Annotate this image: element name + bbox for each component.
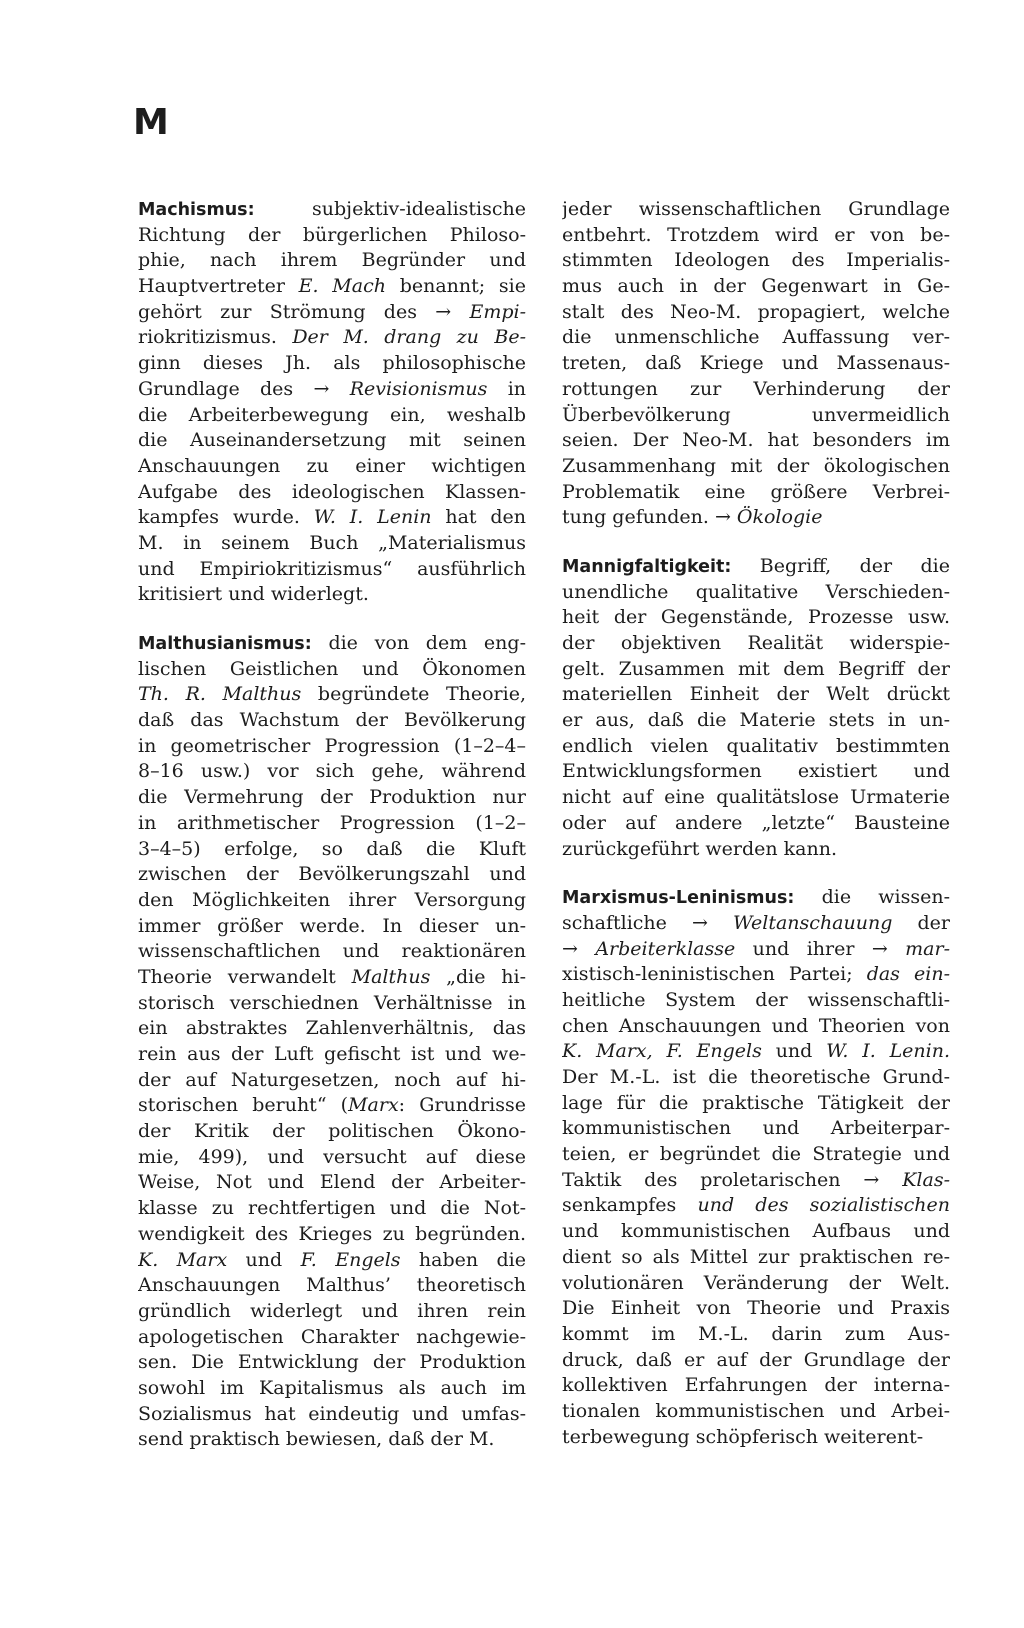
entry-text-line: sowohl im Kapitalismus als auch im: [138, 1376, 526, 1399]
entry-text-line: immer größer werde. In dieser un-: [138, 914, 526, 937]
entry-text-line: die Vermehrung der Produktion nur: [138, 786, 526, 809]
entry-text-line: schaftliche → Weltanschauung der: [562, 911, 950, 934]
entry-text-line: M. in seinem Buch „Materialismus: [138, 531, 526, 554]
entry-text-line: riokritizismus. Der M. drang zu Be-: [138, 326, 526, 349]
entry-text-line: seien. Der Neo-M. hat besonders im: [562, 429, 950, 452]
entry-text-line: und kommunistischen Aufbaus und: [562, 1220, 950, 1243]
entry-text-line: jeder wissenschaftlichen Grundlage: [562, 198, 950, 220]
section-letter: M: [133, 102, 170, 143]
entry-text-line: mie, 499), und versucht auf diese: [138, 1145, 526, 1168]
entry-text-line: Theorie verwandelt Malthus „die hi-: [138, 965, 526, 988]
entry-text-line: mus auch in der Gegenwart in Ge-: [562, 275, 950, 298]
entry-text-line: tung gefunden. → Ökologie: [562, 506, 823, 529]
entry-text-line: rein aus der Luft gefischt ist und we-: [138, 1043, 526, 1065]
entry-text-line: dient so als Mittel zur praktischen re-: [562, 1245, 950, 1268]
left-column: [138, 197, 526, 1453]
entry-text-line: Problematik eine größere Verbrei-: [562, 480, 950, 503]
entry-text-line: Anschauungen Malthus’ theoretisch: [138, 1274, 526, 1297]
entry-text-line: 8–16 usw.) vor sich gehe, während: [138, 760, 526, 783]
entry-text-line: wissenschaftlichen und reaktionären: [138, 940, 526, 963]
entry-text-line: wendigkeit des Krieges zu begründen.: [138, 1222, 526, 1245]
entry-text-line: → Arbeiterklasse und ihrer → mar-: [562, 937, 950, 960]
entry-text-line: lage für die praktische Tätigkeit der: [562, 1091, 950, 1114]
entry-text-line: Weise, Not und Elend der Arbeiter-: [138, 1171, 526, 1194]
entry-text-line: Zusammenhang mit der ökologischen: [562, 454, 950, 477]
dictionary-entry: [138, 631, 526, 1453]
entry-text-line: apologetischen Charakter nachgewie-: [138, 1325, 526, 1348]
entry-text-line: teien, er begründet die Strategie und: [562, 1143, 950, 1166]
entry-gap: [562, 531, 950, 554]
dictionary-entry: [138, 197, 526, 608]
entry-text-line: druck, daß er auf der Grundlage der: [562, 1348, 950, 1371]
entry-text-line: der auf Naturgesetzen, noch auf hi-: [138, 1068, 526, 1091]
entry-text-line: endlich vielen qualitativ bestimmten: [562, 734, 950, 757]
entry-text-line: storisch verschiednen Verhältnisse in: [138, 991, 526, 1014]
dictionary-entry: [562, 885, 950, 1450]
entry-text-line: den Möglichkeiten ihrer Versorgung: [138, 888, 526, 911]
entry-text-line: send praktisch bewiesen, daß der M.: [138, 1428, 495, 1451]
entry-text-line: materiellen Einheit der Welt drückt: [562, 683, 950, 706]
entry-text-line: Malthusianismus: die von dem eng-: [138, 632, 526, 654]
entry-text-line: in arithmetischer Progression (1–2–: [138, 811, 526, 834]
entry-text-line: Richtung der bürgerlichen Philoso-: [138, 223, 526, 246]
entry-text-line: lischen Geistlichen und Ökonomen: [138, 657, 526, 680]
entry-text-line: tionalen kommunistischen und Arbei-: [562, 1399, 950, 1422]
entry-text-line: Sozialismus hat eindeutig und umfas-: [138, 1402, 526, 1425]
entry-text-line: Entwicklungsformen existiert und: [562, 760, 950, 783]
entry-text-line: klasse zu rechtfertigen und die Not-: [138, 1197, 526, 1220]
entry-text-line: phie, nach ihrem Begründer und: [138, 249, 526, 272]
entry-gap: [562, 862, 950, 885]
entry-headword: Machismus:: [138, 200, 255, 220]
entry-text-line: kritisiert und widerlegt.: [138, 583, 369, 606]
entry-text-line: der objektiven Realität widerspie-: [562, 632, 950, 654]
entry-text-line: Der M.-L. ist die theoretische Grund-: [562, 1066, 950, 1088]
entry-text-line: der Kritik der politischen Ökono-: [138, 1120, 526, 1143]
entry-text-line: zurückgeführt werden kann.: [562, 837, 838, 860]
entry-text-line: heit der Gegenstände, Prozesse usw.: [562, 606, 950, 629]
entry-text-line: Überbevölkerung unvermeidlich: [562, 403, 950, 426]
entry-text-line: kampfes wurde. W. I. Lenin hat den: [138, 506, 526, 529]
entry-text-line: Grundlage des → Revisionismus in: [138, 377, 526, 400]
entry-text-line: und Empiriokritizismus“ ausführlich: [138, 557, 526, 580]
entry-text-line: gründlich widerlegt und ihren rein: [138, 1299, 526, 1322]
entry-text-line: rottungen zur Verhinderung der: [562, 377, 950, 400]
entry-text-line: kollektiven Erfahrungen der interna-: [562, 1374, 950, 1397]
entry-gap: [138, 608, 526, 631]
entry-text-line: kommunistischen und Arbeiterpar-: [562, 1117, 950, 1140]
entry-text-line: senkampfes und des sozialistischen: [562, 1194, 950, 1217]
entry-text-line: entbehrt. Trotzdem wird er von be-: [562, 223, 950, 246]
entry-text-line: Machismus: subjektiv-idealistische: [138, 198, 526, 220]
entry-text-line: Marxismus-Leninismus: die wissen-: [562, 886, 950, 909]
entry-text-line: gelt. Zusammen mit dem Begriff der: [562, 657, 950, 680]
right-column: [562, 197, 950, 1450]
entry-text-line: chen Anschauungen und Theorien von: [562, 1014, 950, 1037]
entry-text-line: sen. Die Entwicklung der Produktion: [138, 1351, 526, 1374]
entry-text-line: K. Marx, F. Engels und W. I. Lenin.: [562, 1040, 950, 1063]
entry-text-line: die unmenschliche Auffassung ver-: [562, 326, 950, 349]
entry-text-line: nicht auf eine qualitätslose Urmaterie: [562, 786, 950, 809]
entry-text-line: oder auf andere „letzte“ Bausteine: [562, 811, 950, 834]
entry-text-line: storischen beruht“ (Marx: Grundrisse: [138, 1094, 526, 1117]
entry-headword: Mannigfaltigkeit:: [562, 556, 732, 577]
entry-text-line: zwischen der Bevölkerungszahl und: [138, 863, 526, 886]
entry-text-line: er aus, daß die Materie stets in un-: [562, 709, 950, 732]
entry-text-line: stimmten Ideologen des Imperialis-: [562, 249, 950, 272]
entry-text-line: kommt im M.-L. darin zum Aus-: [562, 1322, 950, 1345]
dictionary-entry: [562, 197, 950, 531]
entry-text-line: Taktik des proletarischen → Klas-: [562, 1168, 950, 1191]
entry-text-line: volutionären Veränderung der Welt.: [562, 1271, 950, 1294]
entry-text-line: Die Einheit von Theorie und Praxis: [562, 1297, 950, 1320]
entry-text-line: ginn dieses Jh. als philosophische: [138, 352, 526, 375]
entry-text-line: K. Marx und F. Engels haben die: [138, 1248, 526, 1271]
entry-text-line: heitliche System der wissenschaftli-: [562, 988, 950, 1011]
entry-text-line: gehört zur Strömung des → Empi-: [138, 300, 526, 323]
entry-text-line: in geometrischer Progression (1–2–4–: [138, 734, 526, 757]
entry-text-line: Anschauungen zu einer wichtigen: [138, 454, 526, 477]
entry-text-line: stalt des Neo-M. propagiert, welche: [562, 300, 950, 323]
entry-text-line: terbewegung schöpferisch weiterent-: [562, 1425, 924, 1448]
entry-text-line: treten, daß Kriege und Massenaus-: [562, 352, 950, 375]
entry-text-line: 3–4–5) erfolge, so daß die Kluft: [138, 837, 526, 860]
entry-text-line: daß das Wachstum der Bevölkerung: [138, 709, 526, 732]
entry-text-line: die Auseinandersetzung mit seinen: [138, 429, 526, 452]
entry-text-line: Th. R. Malthus begründete Theorie,: [138, 683, 526, 706]
entry-headword: Malthusianismus:: [138, 634, 312, 654]
entry-text-line: Aufgabe des ideologischen Klassen-: [138, 480, 526, 503]
dictionary-entry: [562, 554, 950, 862]
entry-headword: Marxismus-Leninismus:: [562, 888, 795, 909]
entry-text-line: die Arbeiterbewegung ein, weshalb: [138, 403, 526, 426]
entry-text-line: Hauptvertreter E. Mach benannt; sie: [138, 275, 526, 298]
entry-text-line: xistisch-leninistischen Partei; das ein-: [562, 963, 950, 986]
entry-text-line: ein abstraktes Zahlenverhältnis, das: [138, 1017, 526, 1040]
entry-text-line: unendliche qualitative Verschieden-: [562, 580, 950, 603]
entry-text-line: Mannigfaltigkeit: Begriff, der die: [562, 554, 950, 577]
